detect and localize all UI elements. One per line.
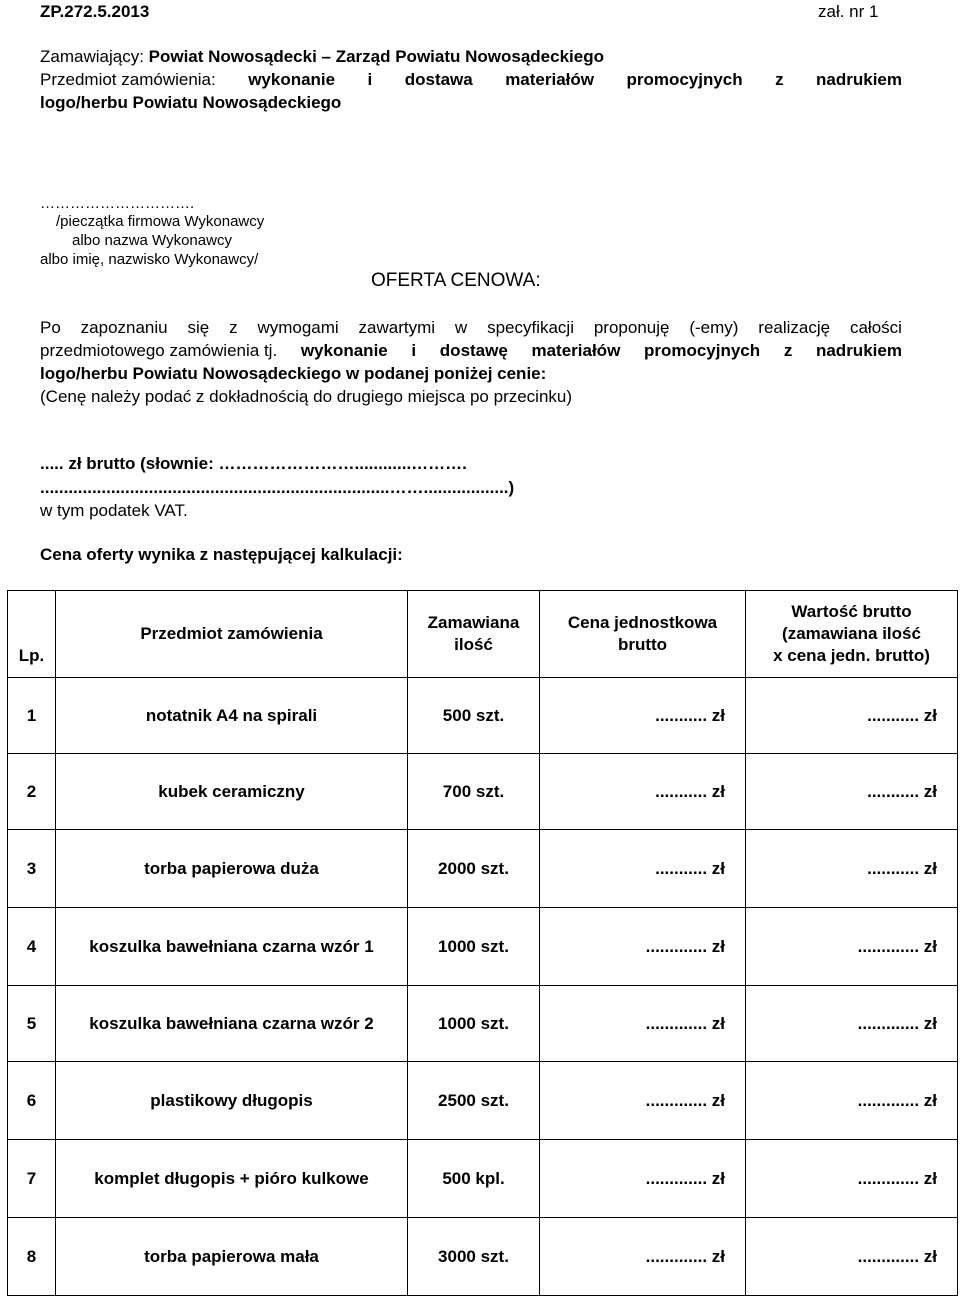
cell-total-value[interactable]: ............. zł [746, 986, 958, 1062]
header-quantity-line1: Zamawiana [427, 613, 520, 632]
offer-bold-word: promocyjnych [643, 341, 761, 360]
cell-item: koszulka bawełniana czarna wzór 2 [56, 986, 408, 1062]
offer-word: proponuję [593, 318, 670, 337]
table-row [8, 1218, 958, 1296]
header-quantity-line2: ilość [454, 635, 493, 654]
table-row [8, 830, 958, 908]
subject-word: materiałów [505, 70, 594, 89]
cell-item: koszulka bawełniana czarna wzór 1 [56, 908, 408, 986]
offer-word: Po [40, 318, 61, 337]
offer-title: OFERTA CENOWA: [371, 270, 541, 291]
cell-unit-price[interactable]: ........... zł [540, 754, 746, 830]
offer-bold-word: z [783, 341, 793, 360]
cell-lp: 3 [8, 830, 56, 908]
subject-line-continued: logo/herbu Powiatu Nowosądeckiego [40, 93, 342, 112]
cell-unit-price[interactable]: ............. zł [540, 1062, 746, 1140]
header-item-label: Przedmiot zamówienia [140, 624, 323, 643]
cell-item: kubek ceramiczny [56, 754, 408, 830]
header-lp: Lp. [8, 591, 56, 678]
subject-line [40, 70, 902, 90]
cell-quantity: 3000 szt. [408, 1218, 540, 1296]
subject-word: i [367, 70, 373, 89]
offer-normal-text: przedmiotowego zamówienia tj. [40, 341, 278, 360]
cell-lp: 2 [8, 754, 56, 830]
cell-lp: 8 [8, 1218, 56, 1296]
subject-word: nadrukiem [816, 70, 902, 89]
cell-lp: 4 [8, 908, 56, 986]
header-item [56, 591, 408, 678]
cell-total-value[interactable]: ............. zł [746, 908, 958, 986]
document-number: ZP.272.5.2013 [40, 2, 150, 21]
offer-bold-word: i [411, 341, 417, 360]
offer-bold-word: dostawę [439, 341, 508, 360]
offer-word: zapoznaniu [80, 318, 168, 337]
offer-paragraph-line2 [40, 341, 902, 361]
header-total-line2: (zamawiana ilość [782, 624, 921, 643]
offer-paragraph-line1 [40, 318, 902, 338]
cell-quantity: 2500 szt. [408, 1062, 540, 1140]
cell-quantity: 500 szt. [408, 678, 540, 754]
table-row [8, 678, 958, 754]
cell-total-value[interactable]: ............. zł [746, 1140, 958, 1218]
table-row [8, 1140, 958, 1218]
offer-word: wymogami [257, 318, 339, 337]
cell-quantity: 700 szt. [408, 754, 540, 830]
header-unit-price [540, 591, 746, 678]
offer-bold-word: wykonanie [300, 341, 388, 360]
cell-unit-price[interactable]: ............. zł [540, 1140, 746, 1218]
stamp-dots: …………………………. [40, 195, 195, 212]
table-row [8, 908, 958, 986]
offer-word: w [454, 318, 468, 337]
calculation-heading: Cena oferty wynika z następującej kalkulacji: [40, 545, 403, 564]
cell-lp: 1 [8, 678, 56, 754]
ordering-party-value: Powiat Nowosądecki – Zarząd Powiatu Nowosądeckiego [148, 47, 604, 66]
table-header-row [8, 591, 958, 678]
subject-word: promocyjnych [626, 70, 743, 89]
table-row [8, 986, 958, 1062]
cell-lp: 5 [8, 986, 56, 1062]
header-total-line3: x cena jedn. brutto) [773, 646, 930, 665]
header-total-value [746, 591, 958, 678]
price-total-field[interactable]: ..... zł brutto (słownie: ……………………............………. [40, 454, 467, 473]
subject-word: wykonanie [248, 70, 336, 89]
cell-unit-price[interactable]: ............. zł [540, 986, 746, 1062]
offer-word: się [187, 318, 210, 337]
offer-word: (-emy) [689, 318, 739, 337]
offer-word: specyfikacji [487, 318, 574, 337]
cell-item: komplet długopis + pióro kulkowe [56, 1140, 408, 1218]
offer-word: z [229, 318, 238, 337]
ordering-party-line [40, 47, 604, 67]
offer-paragraph-line3: logo/herbu Powiatu Nowosądeckiego w podanej poniżej cenie: [40, 364, 547, 383]
stamp-caption-line1: /pieczątka firmowa Wykonawcy [56, 213, 265, 230]
cell-unit-price[interactable]: ........... zł [540, 830, 746, 908]
ordering-party-label: Zamawiający: [40, 47, 149, 66]
subject-label: Przedmiot zamówienia: [40, 70, 216, 89]
offer-bold-word: nadrukiem [815, 341, 902, 360]
subject-word: z [775, 70, 784, 89]
cell-item: torba papierowa duża [56, 830, 408, 908]
header-total-line1: Wartość brutto [791, 602, 912, 621]
header-quantity [408, 591, 540, 678]
cell-total-value[interactable]: ............. zł [746, 1062, 958, 1140]
cell-lp: 7 [8, 1140, 56, 1218]
offer-bold-word: materiałów [531, 341, 621, 360]
header-unit-price-line2: brutto [617, 635, 668, 654]
subject-word: dostawa [404, 70, 473, 89]
cell-total-value[interactable]: ........... zł [746, 754, 958, 830]
stamp-caption-line2: albo nazwa Wykonawcy [72, 232, 232, 249]
calculation-table [7, 590, 958, 1296]
cell-total-value[interactable]: ........... zł [746, 830, 958, 908]
cell-item: plastikowy długopis [56, 1062, 408, 1140]
cell-unit-price[interactable]: ............. zł [540, 908, 746, 986]
cell-quantity: 1000 szt. [408, 986, 540, 1062]
cell-item: torba papierowa mała [56, 1218, 408, 1296]
offer-precision-note: (Cenę należy podać z dokładnością do drugiego miejsca po przecinku) [40, 387, 573, 406]
vat-note: w tym podatek VAT. [40, 501, 188, 520]
stamp-caption-line3: albo imię, nazwisko Wykonawcy/ [40, 251, 259, 268]
header-unit-price-line1: Cena jednostkowa [567, 613, 718, 632]
offer-word: całości [849, 318, 902, 337]
cell-item: notatnik A4 na spirali [56, 678, 408, 754]
cell-total-value[interactable]: ........... zł [746, 678, 958, 754]
cell-total-value[interactable]: ............. zł [746, 1218, 958, 1296]
cell-unit-price[interactable]: ............. zł [540, 1218, 746, 1296]
price-in-words-field[interactable]: ..........................................................................……..................) [40, 478, 515, 497]
table-row [8, 1062, 958, 1140]
offer-word: zawartymi [358, 318, 436, 337]
attachment-number: zał. nr 1 [818, 2, 879, 21]
cell-unit-price[interactable]: ........... zł [540, 678, 746, 754]
cell-quantity: 500 kpl. [408, 1140, 540, 1218]
cell-quantity: 1000 szt. [408, 908, 540, 986]
cell-quantity: 2000 szt. [408, 830, 540, 908]
offer-word: realizację [758, 318, 831, 337]
table-row [8, 754, 958, 830]
cell-lp: 6 [8, 1062, 56, 1140]
